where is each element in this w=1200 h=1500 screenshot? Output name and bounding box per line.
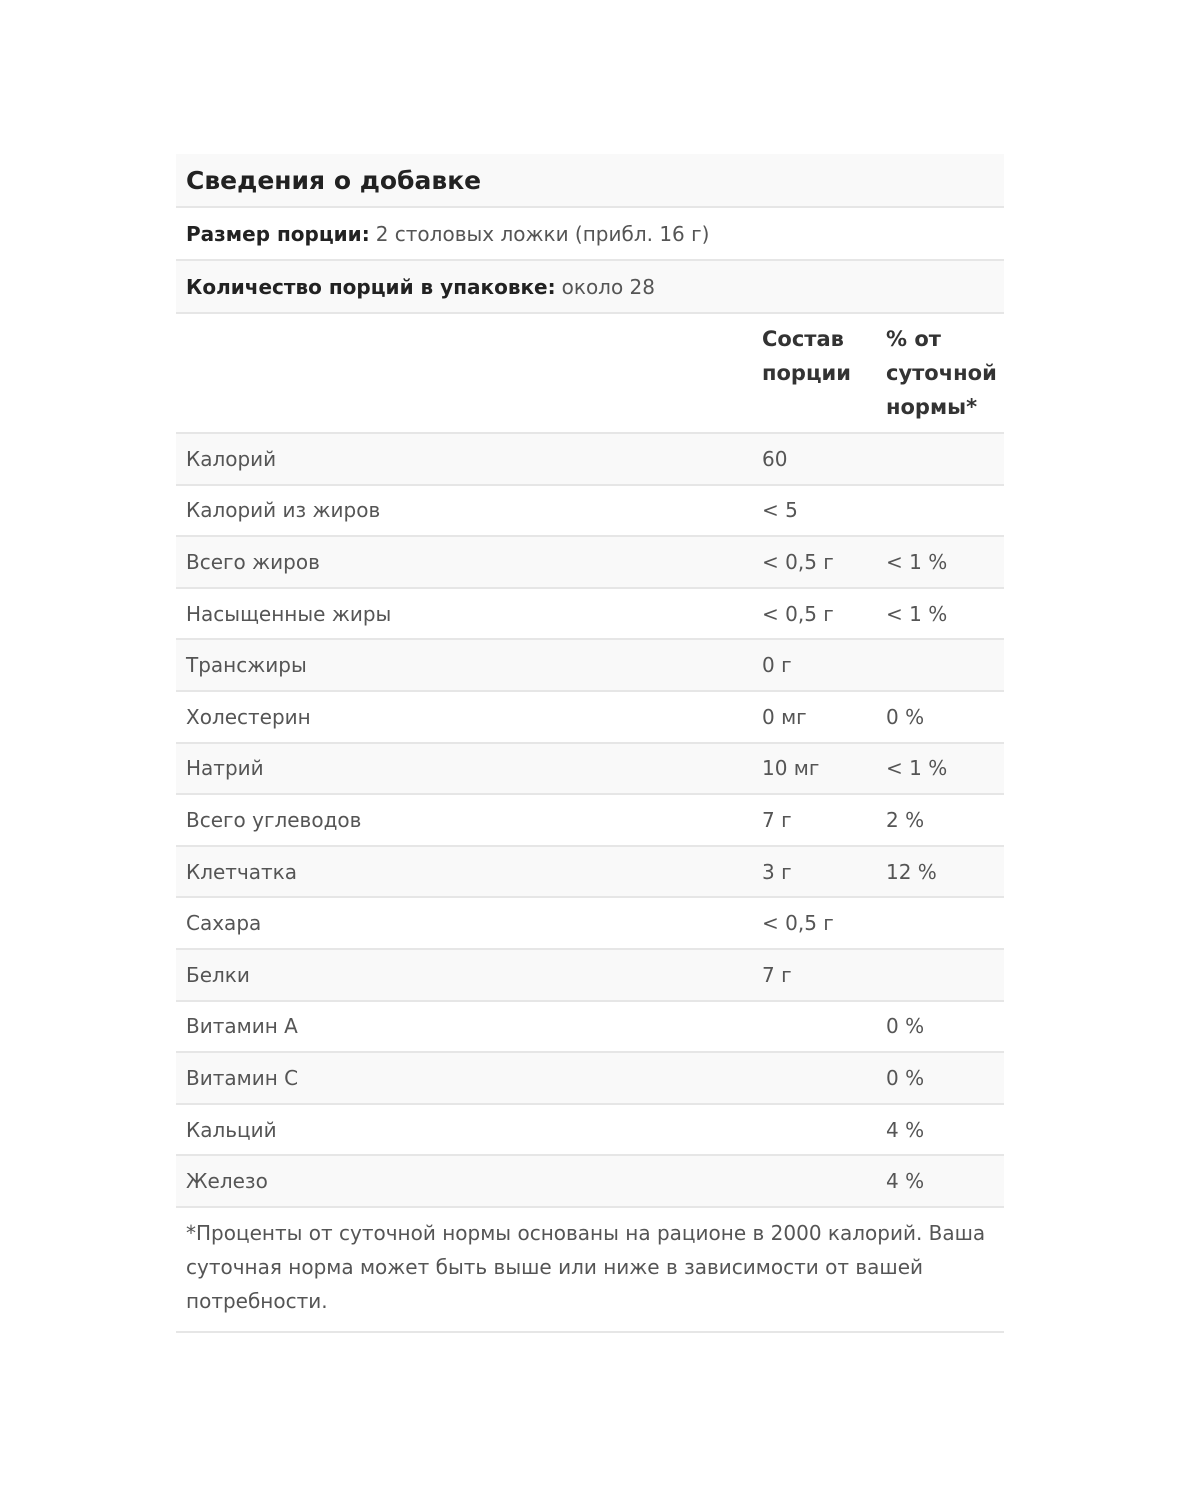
nutrient-name: Всего углеводов xyxy=(186,807,362,832)
nutrient-daily-value: 0 % xyxy=(886,1065,925,1090)
column-header-amount: Состав порции xyxy=(762,327,851,385)
nutrient-name: Трансжиры xyxy=(186,653,307,678)
nutrient-name: Витамин С xyxy=(186,1065,299,1090)
nutrient-amount: 7 г xyxy=(762,962,792,987)
nutrient-amount: < 0,5 г xyxy=(762,911,834,936)
supplement-facts-table xyxy=(176,154,1004,1333)
table-row xyxy=(176,744,1004,796)
nutrient-name: Белки xyxy=(186,962,250,987)
table-row xyxy=(176,589,1004,641)
table-row xyxy=(176,486,1004,538)
nutrient-daily-value: 0 % xyxy=(886,1014,925,1039)
nutrient-name: Витамин А xyxy=(186,1014,298,1039)
nutrient-name: Холестерин xyxy=(186,704,311,729)
nutrient-daily-value: 4 % xyxy=(886,1169,925,1194)
nutrient-name: Натрий xyxy=(186,756,264,781)
nutrient-amount: 10 мг xyxy=(762,756,820,781)
table-row xyxy=(176,434,1004,486)
table-row xyxy=(176,1002,1004,1054)
nutrient-amount: 0 г xyxy=(762,653,792,678)
nutrient-name: Клетчатка xyxy=(186,859,297,884)
nutrient-amount: 0 мг xyxy=(762,704,807,729)
nutrient-name: Кальций xyxy=(186,1117,277,1142)
nutrient-amount: 7 г xyxy=(762,807,792,832)
nutrient-amount: < 0,5 г xyxy=(762,549,834,574)
nutrient-daily-value: < 1 % xyxy=(886,549,948,574)
table-row xyxy=(176,1053,1004,1105)
column-header-row xyxy=(176,314,1004,434)
servings-per-container-row xyxy=(176,261,1004,314)
table-row xyxy=(176,847,1004,899)
nutrient-name: Калорий xyxy=(186,446,277,471)
nutrient-amount: < 0,5 г xyxy=(762,601,834,626)
nutrient-daily-value: 12 % xyxy=(886,859,937,884)
nutrient-name: Железо xyxy=(186,1169,268,1194)
nutrient-daily-value: 2 % xyxy=(886,807,925,832)
nutrient-daily-value: < 1 % xyxy=(886,756,948,781)
column-header-daily-value: % от суточной нормы* xyxy=(886,327,997,419)
table-row xyxy=(176,898,1004,950)
servings-per-container-value: около 28 xyxy=(561,274,656,299)
nutrient-amount: 60 xyxy=(762,446,788,471)
table-row xyxy=(176,950,1004,1002)
nutrient-daily-value: < 1 % xyxy=(886,601,948,626)
table-row xyxy=(176,692,1004,744)
footnote-row xyxy=(176,1208,1004,1333)
table-row xyxy=(176,537,1004,589)
table-row xyxy=(176,795,1004,847)
nutrient-amount: < 5 xyxy=(762,498,798,523)
footnote-text: *Проценты от суточной нормы основаны на рационе в 2000 калорий. Ваша суточная норма может быть выше или ниже в зависимости от вашей потребности. xyxy=(186,1220,986,1313)
nutrient-name: Насыщенные жиры xyxy=(186,601,392,626)
nutrient-rows xyxy=(176,434,1004,1208)
nutrient-name: Сахара xyxy=(186,911,262,936)
table-row xyxy=(176,1105,1004,1157)
servings-per-container-label: Количество порций в упаковке: xyxy=(186,274,556,299)
nutrient-amount: 3 г xyxy=(762,859,792,884)
serving-size-row xyxy=(176,208,1004,261)
nutrient-daily-value: 0 % xyxy=(886,704,925,729)
nutrient-daily-value: 4 % xyxy=(886,1117,925,1142)
serving-size-label: Размер порции: xyxy=(186,221,370,246)
nutrient-name: Всего жиров xyxy=(186,549,320,574)
table-row xyxy=(176,640,1004,692)
table-row xyxy=(176,1156,1004,1208)
nutrient-name: Калорий из жиров xyxy=(186,498,381,523)
serving-size-value: 2 столовых ложки (прибл. 16 г) xyxy=(375,221,710,246)
table-title: Сведения о добавке xyxy=(176,154,1004,208)
